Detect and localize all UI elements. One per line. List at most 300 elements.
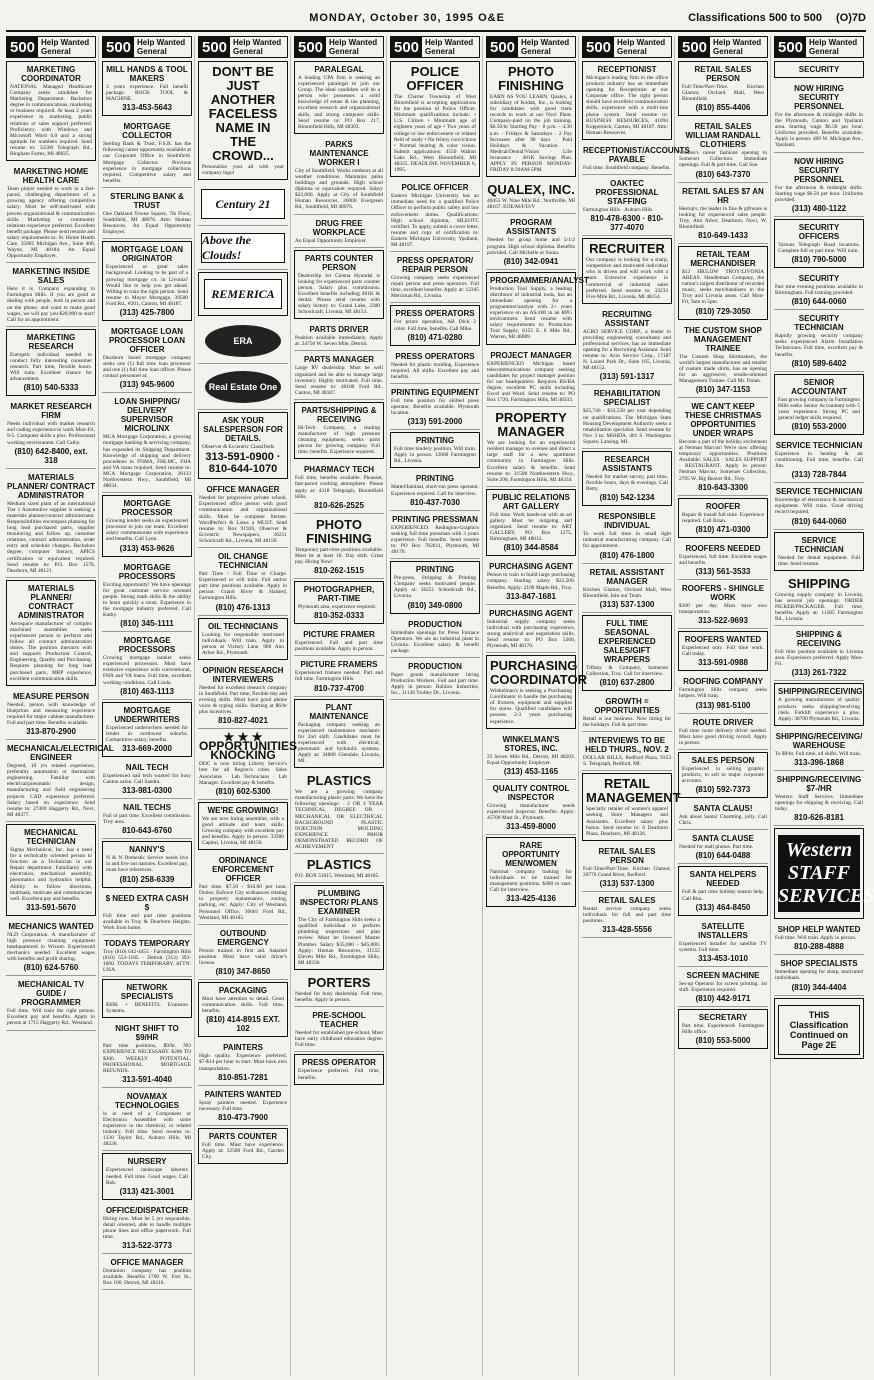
ad-title: MECHANICS WANTED <box>8 921 94 931</box>
ad-body: Growing company seeks experienced repair person and press operators. Full time, excellent benefits. Apply at: 12345 Merriman Rd., Livonia. <box>391 275 479 300</box>
classified-ad <box>294 628 384 656</box>
classification-label-line: Help Wanted <box>713 38 762 47</box>
classification-label-line: Help Wanted <box>521 38 570 47</box>
ad-body: A leading CPA firm is seeking an experienced paralegal to join our Group. The ideal candidate will be a person who possesses a solid knowledge of estate & tax planning, excellent research and organizational skills, and strong computer skills. Send resume to: PO Box 217, Bloomfield Hills, MI 48303. <box>298 75 380 130</box>
ad-body: NLD Corporation. A manufacturer of high pressure cleaning equipment headquartered in Wixom. Experienced mechanics needed. Excellent wages with benefits and profit sharing. <box>7 931 95 963</box>
ad-phone: 313-591-0988 <box>698 658 748 668</box>
ad-phone: (313) 421-3001 <box>119 1186 175 1196</box>
classified-ad <box>102 702 192 757</box>
ad-body: Hestup's, the leader in fine & giftware is looking for experienced sales people. Troy, Ann Arbor, Dearborn, Novi, W. Bloomfield. <box>679 205 767 230</box>
classified-ad <box>198 1128 288 1164</box>
classified-ad <box>6 165 96 263</box>
classified-ad <box>294 974 384 1007</box>
ad-body: Retail is our business. Now hiring for the holidays. Full & part time. <box>583 715 671 729</box>
ad-phone: (810) 442-9171 <box>695 993 751 1003</box>
ad-phone: 313-428-5556 <box>602 925 652 935</box>
ad-body: Part time. Experienced. Farmington Hills office. <box>682 1022 764 1036</box>
ad-title: RETAIL SALES $7 AN HR <box>682 186 764 205</box>
classified-ad <box>390 181 480 252</box>
ad-phone: (810) 589-6402 <box>791 358 847 368</box>
classification-label-line: Help Wanted <box>233 38 282 47</box>
ad-title: PURCHASING AGENT <box>489 562 573 572</box>
masthead-date: MONDAY, October 30, 1995 O&E <box>309 12 505 24</box>
ad-phone: 810-473-7900 <box>218 1112 268 1122</box>
ad-phone: (810) 644-0488 <box>695 851 751 861</box>
ad-title: MORTGAGE COLLECTOR <box>122 122 172 141</box>
ad-body: Hiring now. Must be 5 yrs responsible, detail oriented, able to handle multiple phone lines and office paperwork. Full time. <box>103 1215 191 1240</box>
company-logo: ERA <box>205 325 281 357</box>
ad-body: Full time position for skilled press operator. Benefits available. Plymouth location. <box>391 397 479 417</box>
ad-phone: (810) 644-0060 <box>791 297 847 307</box>
ad-body: Needed for dental equipment. Full time. Send resume. <box>778 554 860 567</box>
classified-ad <box>198 184 288 226</box>
classified-ad <box>582 510 672 563</box>
ad-body: Large RV dealership. Must be well organized and be able to manage large inventory. Highly motivated. Full time. Send resume to: 46100 Ford Rd., Canton, MI 48187. <box>295 365 383 396</box>
ad-phone: (810) 637-2800 <box>599 677 655 687</box>
classified-ad <box>582 451 672 506</box>
ad-phone: 313-425-4136 <box>506 894 556 904</box>
ad-body: To work full time in small light industrial manufacturing company. Call for appointment. <box>583 531 671 550</box>
classified-ad <box>390 472 480 510</box>
ad-title: ROOFERS - SHINGLE WORK <box>681 584 765 602</box>
ad-body: Full time bindery position. Will train. Apply in person. 12600 Farmington Rd., Livonia. <box>394 446 476 465</box>
ad-body: To $9/hr. Full time, all shifts. Will train. <box>775 750 862 757</box>
ad-phone: 313-591-0900 · 810-644-1070 <box>205 451 281 476</box>
classified-ad <box>102 495 192 556</box>
ad-body: We are now hiring assembler, with a good attitude and team skills. Growing company with excellent pay and benefits. Apply in person: 33300 Capitol, Livonia, MI 48150. <box>202 815 284 847</box>
classified-ad <box>198 854 288 925</box>
ad-title: $ NEED EXTRA CASH $ <box>105 893 189 912</box>
ad-phone: (810) 602-5300 <box>215 786 271 796</box>
ad-phone: (313) 537-1300 <box>599 599 655 609</box>
classified-ad <box>294 323 384 351</box>
ad-body: The City of Farmington Hills seeks a qualified individual to perform plumbing inspections and plan review. Must be licensed Master Plumber. Salary $35,000 - $45,000. Apply: Human Resources, 31555 Eleven Mile Rd., Farmington Hills, MI 48336. <box>298 917 380 966</box>
ad-title: SERVICE TECHNICIAN <box>794 535 844 554</box>
ad-title: LOAN SHIPPING/ DELIVERY SUPERVISOR MICROLINX <box>114 397 180 434</box>
ad-body: Experienced. Full and part time positions available. Apply in person. <box>295 640 383 653</box>
ad-title: NOW HIRING SECURITY PERSONNEL <box>794 84 844 111</box>
classification-label-line: General <box>137 47 167 56</box>
ad-body: Needed for market survey, part time, flexible hours, days & evenings. Call Betty. <box>586 474 668 493</box>
ad-title: REHABILITATION SPECIALIST <box>593 389 661 408</box>
ad-phone: (810) 258-6339 <box>119 874 175 884</box>
ad-phone: (810) 471-0280 <box>407 332 463 342</box>
ad-body: Part time evening positions available in Birmingham. Full training provided. <box>775 284 863 297</box>
ad-body: Spray painters needed. Experience necessary. Full time. <box>199 1099 287 1112</box>
classification-label-line: General <box>617 47 647 56</box>
ad-title: SHOP HELP WANTED <box>777 925 861 935</box>
ad-phone: 810-288-4888 <box>794 942 844 952</box>
ad-body: The Charter Township of West Bloomfield is accepting applications for the position of Police Officer. Minimum qualifications include: • U.S. Citizen • Minimum age of eighteen years of age • Two years of college or law enforcement or related field of study • No felony convictions • Normal hearing & color vision. Submit applications: 4550 Walnut Lake Rd., West Bloomfield, MI 48325. DEADLINE NOVEMBER 6, 1995. <box>394 94 476 174</box>
ad-body: EXPERIENCED. Redington-Graphics seeking full time pressman with 3 years experience. Full benefits. Send resume to: PO Box 702611, Plymouth, MI 48170. <box>391 524 479 556</box>
ad-phone: 810-643-6760 <box>122 826 172 836</box>
classified-ad <box>486 216 576 269</box>
ad-title: PICTURE FRAMERS <box>300 660 378 670</box>
ad-phone: 313-453-5643 <box>122 103 172 113</box>
ad-body: Full time. Southfield company. Benefits. <box>583 164 671 171</box>
ad-title: RECRUITER <box>589 241 665 257</box>
ad-body: Sterling Bank & Trust, F.S.B. has the following career opportunity available at our Corporate Office in Southfield. Mortgage Collector. Previous experience in mortgage collections required. Competitive salary and benefits. <box>103 141 192 184</box>
classified-ad <box>582 734 672 771</box>
classified-ad <box>6 400 96 468</box>
ad-body: NATIONAL Managed Healthcare Company seeks candidate for Marketing Department. Bachelors degree in communications, marketing or business required. At least 2 years experience in marketing, public relations or sales support preferred. Proficiency with Windows and Microsoft Word 6.0 and a strong aptitude for numbers required. Send resume to: 32500 Telegraph Rd., Bingham Farms, MI 48025. <box>10 84 92 158</box>
classification-label-line: General <box>425 47 455 56</box>
ad-title: SANTA HELPERS NEEDED <box>689 870 757 889</box>
ad-phone: (810) 345-1111 <box>120 619 174 629</box>
classified-ad <box>6 61 96 161</box>
ad-title: SHIPPING/RECEIVING $7-/HR <box>776 774 862 793</box>
ad-body: Paper goods manufacturer hiring Production Workers. Full and part time. Apply in person: Roblaw Industries, Inc., 11130 Trolley Dr., Livonia. <box>391 671 479 697</box>
classification-label <box>134 37 188 57</box>
classified-ad <box>774 219 864 268</box>
ad-body: Experience in heating & air conditioning. Full time, benefits. Call Jim. <box>775 450 863 470</box>
ad-body: Farmington Hills · Auburn Hills <box>583 207 653 214</box>
ad-body: Needed for busy dealership. Full time, benefits. Apply in person. <box>295 990 383 1004</box>
classified-ad <box>774 730 864 771</box>
classified-ad <box>198 618 288 660</box>
ad-phone: (313) 945-9600 <box>119 380 175 390</box>
classified-ad <box>198 412 288 479</box>
classified-column <box>678 36 771 1376</box>
ad-title: PAINTERS WANTED <box>204 1089 282 1099</box>
classified-ad <box>774 374 864 435</box>
ad-phone: 810-626-8181 <box>794 813 844 823</box>
ad-phone: 313-669-2000 <box>122 743 172 753</box>
ad-body: DOLLAR BILLS, Redford Plaza, 9353 S. Telegraph, Redford, MI. <box>583 755 671 768</box>
classified-ad <box>774 998 864 1059</box>
ad-title: PRINTING <box>415 436 455 446</box>
ad-body: Looking for responsible motivated individuals. Will train. Apply in person at Victory Lane, 900 Ann Arbor Rd., Plymouth. <box>202 631 284 656</box>
classification-label-line: Help Wanted <box>137 38 186 47</box>
ad-title: OPINION RESEARCH INTERVIEWERS <box>202 665 284 684</box>
classification-number: 500 <box>391 37 422 57</box>
classified-ad <box>102 1090 192 1152</box>
classified-ad <box>294 772 384 854</box>
ad-body: Part time positions, $9/hr. NO EXPERIENCE NECESSARY. $200 TO $300 WEEKLY POTENTIAL. PROFESSIONAL MORTGAGE REFUNDS. <box>103 1043 191 1074</box>
classified-ad <box>294 61 384 134</box>
ad-body: Various Telegraph Road locations. Complete full or part time. Will train. <box>778 241 860 254</box>
ad-body: Full-Time/Part-Time. Kitchen Glamor, 26770 Grand River, Redford. <box>583 865 671 878</box>
classified-ad <box>582 695 672 732</box>
ad-phone: (810) 542-1234 <box>599 493 655 503</box>
ad-phone: (313) 981-5100 <box>695 700 751 710</box>
ad-phone: (313) 261-7322 <box>791 668 847 678</box>
ad-body: Part Time / Full Time or Charge. Experienced or will train. Full and/or part time positions available. Apply in person: Grand River & Halsted, Farmington Hills. <box>199 571 287 602</box>
ad-body: ACRO SERVICE CORP., a leader in providing engineering consultants and professional services, has an immediate opening for a Recruiting Assistant. Send resume to: Acro Service Corp., 17187 N. Laurel Park Dr., Suite 165, Livonia, MI 48152. <box>583 328 671 372</box>
ad-phone: 810-262-1515 <box>314 566 364 576</box>
ad-title: PHOTO FINISHING <box>306 516 372 546</box>
classified-ad <box>294 402 384 459</box>
classification-label-line: General <box>521 47 551 56</box>
ad-body: High quality. Experience preferred. $7-$14 per hour to start. Must have own transportation. <box>199 1053 287 1072</box>
classified-ad <box>678 832 768 864</box>
classified-ad <box>774 575 864 626</box>
ad-title: SECURITY <box>798 65 840 74</box>
classification-header <box>678 36 768 58</box>
ad-body: Growing manufacturer needs experienced inspector. Benefits. Apply: 45700 Mast St., Plymouth. <box>487 802 575 821</box>
classified-ad <box>390 618 480 658</box>
ad-phone: (810) 344-8584 <box>503 543 559 553</box>
classified-ad <box>486 272 589 345</box>
ad-title: PHARMACY TECH <box>303 465 375 475</box>
classified-ad <box>486 349 576 408</box>
ad-body: City of Southfield. Works outdoors at all weather conditions. Maintains parks buildings and grounds. High school diploma or equivalent required. Salary $22,000. Apply at City of Southfield Human Resources, 26000 Evergreen Rd., Southfield, MI 48076. <box>295 167 383 211</box>
classified-ad <box>102 561 192 633</box>
ad-body: 25 Seven Mile Rd., Detroit, MI 48203. Equal Opportunity Employer. <box>487 753 575 766</box>
ad-title: QUALEX, INC. <box>487 182 575 198</box>
classified-ad <box>102 325 192 393</box>
ad-body: For prints operation, AB Dick 2 color. Full time, benefits. Call Mike. <box>394 319 476 332</box>
ad-title: RARE OPPORTUNITY MEN/WOMEN <box>502 841 560 869</box>
ad-title: QUALITY CONTROL INSPECTOR <box>492 783 570 802</box>
ad-title: PLANT MAINTENANCE <box>309 702 369 721</box>
ad-title: SANTA CLAUSE <box>692 834 754 844</box>
classified-ad <box>102 120 192 188</box>
classified-ad <box>294 138 384 215</box>
ad-title: MORTGAGE LOAN ORIGINATOR <box>111 245 183 264</box>
classified-ad <box>198 802 288 850</box>
ad-title: TODAYS TEMPORARY <box>104 938 190 948</box>
ad-body: DDC is now hiring Liberty Service's best for all Region's cities. Sales Associates · Lab Technicians · Lab Manager. Excellent pay & benefits. <box>199 761 287 786</box>
ad-body: Needed for excellent research company in Southfield. Part time, flexible day and evening shifts. Must have good phone voice & typing skills. Starting at $6/hr plus incentives. <box>199 684 287 716</box>
ad-body: Team player needed to work in a fast-paced, challenging department of a growing agency offering competitive salary. Must be self-motivated with proven organizational & communication skills. Marketing or community relations experience preferred. Excellent benefit package. Please send resume and salary requirements to: St. Home Health Care, 35005 Michigan Ave., Suite 400, Wayne, MI 48184. An Equal Opportunity Employer. <box>7 186 95 260</box>
ad-phone: (810) 642-8400, ext. 318 <box>14 446 88 465</box>
classified-ad <box>582 845 672 892</box>
classified-ad <box>582 308 672 386</box>
classification-header <box>102 36 192 58</box>
ad-body: Dearborn based mortgage company seeks one (1) full time loan processor and one (1) full time loan officer. Please contact personnel at: <box>103 354 191 380</box>
ad-body: Sigma Mechanical, Inc. has a need for a technically oriented person to function as a Technician in our Repair department. Familiarity with electronics, mechanical assembly, pneumatics and hydraulics helpful. Ability to follow directions, multitask, motivate and communicate well. Excellent pay and benefits. <box>10 846 92 902</box>
ad-title: NOW HIRING SECURITY PERSONNEL <box>794 156 844 184</box>
classified-ad <box>678 752 768 798</box>
ad-body: Person to train to build large purchasing company. Starting salary $22,500. Benefits. Apply: 2100 Maple Rd., Troy. <box>487 572 575 591</box>
ad-body: Full time route delivery driver needed. Must have good driving record. Apply in person. <box>679 727 767 746</box>
western-staff-logo: Western STAFF SERVICES <box>778 835 860 912</box>
ad-body: An Equal Opportunity Employer. <box>295 237 367 244</box>
classified-ad <box>390 561 480 613</box>
ad-title: PRODUCTION <box>408 619 462 629</box>
classified-ad <box>486 607 576 653</box>
classified-ad <box>198 927 288 980</box>
ad-body: MCA Mortgage Corporation, a growing mortgage banking & servicing company, has expanded its Shipping Department. Knowledge of shipping and delivery procedures to FNMA, FHLMC, FHA and VA loans required. Send resume to: MCA Mortgage Corporation, 26133 Northwestern Hwy., Southfield, MI 48034. <box>103 434 191 490</box>
ad-title: PRINTING <box>415 474 455 484</box>
classification-number: 500 <box>487 37 518 57</box>
ad-title: PURCHASING AGENT <box>489 608 573 618</box>
ad-body: Kitchen Glamor, Orchard Mall, West Bloomfield. Join our Team. <box>583 586 671 599</box>
ad-body: Dominion company has position available. Benefits 1700 W. Fort St., Box 100, Detroit, MI 48216. <box>103 1268 191 1287</box>
ad-body: Full time position available in Livonia area. Experience preferred. Apply Mon-Fri. <box>775 649 863 668</box>
classified-ad <box>774 923 864 955</box>
classified-ad <box>678 185 768 244</box>
ad-phone: (810) 476-1313 <box>215 602 271 612</box>
classified-ad <box>774 485 864 529</box>
classified-ad <box>198 483 288 548</box>
ad-body: Person trained in first aid. Salaried position. Must have valid driver's license. <box>199 947 287 966</box>
ad-body: Specialty retailer of women's apparel seeking Store Managers and Assistants. Excellent salary plus bonus. Send resume to: 6 Dearborn Plaza, Dearborn, MI 48126. <box>586 806 668 837</box>
ad-title: RECEPTIONIST/ACCOUNTS PAYABLE <box>583 145 690 164</box>
ad-phone: 810-437-7030 <box>410 497 460 507</box>
ad-title: SANTA CLAUS! <box>693 804 753 814</box>
classified-ad <box>774 773 864 826</box>
classified-ad <box>678 542 768 580</box>
classification-label-line: Help Wanted <box>617 38 666 47</box>
ad-body: Temporary part-time positions available. Must be at least 18. Day shift. Great pay. Hiring Now! <box>295 546 383 565</box>
ad-body: Here it is. Company expanding in Farmington Hills. If you are good at dealing with people, both in person and on the phone, and want to make good wages, we will pay you $20,000 to start! Call for an appointment. <box>7 286 95 323</box>
classification-label-line: Help Wanted <box>41 38 90 47</box>
ad-body: Experienced or great sales background. Looking to be part of a growing mortgage co. in Livonia? Would like to help you get ahead. Willing to train the right person. Send resume to Mayor Mortgage, 39500 Ford Rd., #201, Canton, MI 48187. <box>106 264 188 307</box>
classification-number: 500 <box>679 37 710 57</box>
classification-header <box>6 36 96 58</box>
classification-number: 500 <box>199 37 230 57</box>
classified-ad <box>390 432 480 468</box>
ad-phone: 313-522-3773 <box>122 1241 172 1251</box>
ad-phone: (810) 349-0800 <box>407 600 463 610</box>
classification-label <box>614 37 668 57</box>
classified-ad <box>582 238 672 304</box>
classified-ad <box>6 742 114 822</box>
ad-body: Full & part time holiday season help. Call Rita. <box>682 889 764 902</box>
classified-ad <box>678 1009 768 1049</box>
ad-body: A growing manufacturer of quality products seeks shipping/receiving clerk. Forklift experience a plus. Apply: 38700 Plymouth Rd., Livonia. <box>778 697 860 722</box>
ad-title: MORTGAGE LOAN PROCESSOR LOAN OFFICER <box>108 326 185 354</box>
classification-header <box>582 36 672 58</box>
classified-ad <box>582 615 672 691</box>
ad-title: DON'T BE JUST ANOTHER FACELESS NAME IN THE CROWD... <box>208 64 278 163</box>
ad-title: SECURITY TECHNICIAN <box>794 314 844 333</box>
ad-body: Ask about Santa! Charming, jolly. Call Chris. <box>679 814 767 827</box>
classified-ad <box>774 61 864 78</box>
ad-phone: (810) 347-1153 <box>695 384 751 394</box>
ad-title: MARKETING INSIDE SALES <box>12 267 90 286</box>
ad-body: Rental service company seeks individuals for full and part time positions. <box>583 905 671 925</box>
ad-title: RETAIL MANAGEMENT <box>586 776 681 806</box>
ad-title: MARKET RESEARCH FIRM <box>10 402 92 421</box>
ad-title: MECHANICAL TECHNICIAN <box>24 827 78 846</box>
ad-title: SCREEN MACHINE <box>686 970 760 980</box>
ad-title: PRE-SCHOOL TEACHER <box>312 1011 366 1030</box>
ad-body: Aerospace manufacturer of complex machined assemblies seeks experienced person to perform and follow all contract administration duties. The position interacts with and supports Production Control, Engineering, Quality and Purchasing. Requires planning for long lead purchased parts, MRP experience, excellent communication skills. <box>10 620 92 682</box>
classified-ad <box>102 937 192 977</box>
ad-phone: 313-591-5670 <box>26 902 76 912</box>
ad-body: N & N Domestic Service needs live in and live out nannies. Excellent pay, must have references. <box>106 855 188 874</box>
classified-ad <box>6 329 96 396</box>
ad-title: THE CUSTOM SHOP MANAGEMENT TRAINEE <box>684 325 762 353</box>
classified-ad <box>6 920 96 976</box>
ad-title: OIL TECHNICIANS <box>207 621 279 631</box>
classified-ad <box>486 655 588 729</box>
ad-title: PROGRAM ASSISTANTS <box>505 218 557 237</box>
ad-body: Western Staff Services. Immediate openings for shipping & receiving. Call today. <box>775 793 863 813</box>
ad-body: Medium sized plant of an international Tier 1 Automotive supplier is seeking a materials planner/contract administrator. Responsibilities encompass planning for long lead purchased parts, supplier monitoring and follow up, customer relations, contract administration, order entry and schedule changes. Bachelors degree, computer literacy, APICS certification or equivalent required. Send resume to: P.O. Box 1578, Dearborn, MI 48121. <box>7 500 95 574</box>
classified-ad <box>294 250 384 320</box>
ad-title: PUBLIC RELATIONS ART GALLERY <box>492 492 570 511</box>
ad-phone: (313) 425-7800 <box>119 307 175 317</box>
ad-body: Observer & Eccentric Classifieds <box>202 444 274 451</box>
ad-title: POLICE OFFICER <box>401 183 469 193</box>
ad-title: OFFICE/DISPATCHER <box>105 1205 189 1215</box>
ad-title: FULL TIME SEASONAL EXPERIENCED SALES/GIFT WRAPPERS <box>598 618 656 664</box>
ad-body: Packaging company seeking an experienced maintenance mechanic for 2nd shift. Candidates must be experienced with electrical, pneumatic and hydraulic systems. Apply at: 34800 Glendale, Livonia, MI. <box>298 721 380 765</box>
classified-ad <box>678 866 768 915</box>
ad-body: Production Tool Supply, a leading distributor of industrial tools, has an immediate opening for a programmer/analyst with 2+ years experience on an AS/400 in an RPG environment. Send resume with salary requirements to: Production Tool Supply, 8155 E. 8 Mile Rd., Warren, MI 48089. <box>490 285 572 341</box>
classified-ad <box>102 841 192 887</box>
classified-ad <box>294 581 384 624</box>
classified-ad <box>6 580 96 686</box>
page-masthead <box>6 6 866 32</box>
ad-body: Needed, person with knowledge of blueprints and measuring experience required for major cabinet manufacturer. Full and part time. Benefits available. <box>7 701 95 726</box>
classified-ad <box>390 254 480 303</box>
classified-ad <box>198 550 288 615</box>
classification-number: 500 <box>775 37 806 57</box>
ad-body: Set-up Operator for screen printing. 1st shift. Experience required. <box>679 980 767 993</box>
ad-body: Full time. Will train the right person. Excellent pay and benefits. Apply in person at 1715 Haggerty Rd., Westland. <box>7 1008 95 1027</box>
ad-body: Full time. Work hands-on with an art gallery. Must be outgoing and organized. Send resume to: ART GALLERY, PO Box 1275, Birmingham, MI 48012. <box>490 511 572 543</box>
ad-body: We are a growing company manufacturing plastic parts. We have the following openings: · 2 OR 4 YEAR TECHNICAL DEGREE OR · MECHANICAL OR ELECTRICAL BACKGROUND · PLASTIC INJECTION MOLDING EXPERIENCE · PRIOR DEMONSTRATED RECORD OF ACHIEVEMENT <box>295 789 383 850</box>
ad-title: PURCHASING COORDINATOR <box>490 658 588 688</box>
ad-body: Plymouth area, experience required. <box>298 604 376 611</box>
ad-phone: 810-352-0333 <box>314 611 364 621</box>
classified-ad <box>198 366 288 410</box>
ad-phone: (313) 591-1317 <box>599 372 655 382</box>
ad-title: MORTGAGE PROCESSOR <box>121 499 173 518</box>
ad-phone: (810) 471-0300 <box>695 524 751 534</box>
ad-body: Winkelman's is seeking a Purchasing Coordinator to handle the purchasing of fixtures, equipment and supplies for stores. Qualified candidates will possess 2-3 years purchasing experience. <box>490 688 572 725</box>
ad-title: MECHANICAL TV GUIDE / PROGRAMMER <box>17 980 85 1008</box>
ad-phone: 313-847-1681 <box>506 591 556 601</box>
ad-title: RETAIL ASSISTANT MANAGER <box>589 567 665 586</box>
masthead-right <box>688 12 866 24</box>
ad-body: Needed for group home and 5/1/2 program. High school diploma. Benefits provided. Call Michelle or Sonia. <box>487 237 575 256</box>
ad-title: RETAIL SALES PERSON <box>598 846 656 865</box>
ad-body: Rapidly growing security company seeks experienced Alarm Installation Technicians. Full time, excellent pay & benefits. <box>775 333 863 358</box>
ad-title: PARALEGAL <box>314 65 364 74</box>
ad-title: MATERIALS PLANNER/ CONTRACT ADMINISTRATOR <box>7 472 95 500</box>
ad-title: NURSERY <box>127 1157 167 1167</box>
ad-body: Pre-press, Stripping & Printing Company seeks motivated people. Apply at: 36251 Schoolcraft Rd., Livonia. <box>394 575 476 600</box>
classified-column <box>390 36 483 1376</box>
ad-title: ROOFING COMPANY <box>683 677 763 687</box>
ad-phone: (810) 344-4404 <box>791 982 847 992</box>
ad-body: Our company is looking for a sharp, competitive and motivated individual who is driven and will work with a team. Extensive experience in commercial or industrial sales preferred. Send resume to: 33233 Five Mile Rd., Livonia, MI 48154. <box>586 257 668 300</box>
ad-title: RECEPTIONIST <box>597 65 657 74</box>
ad-body: Experienced, full time. Excellent wages and benefits. <box>679 553 767 566</box>
ad-phone: 313-522-9693 <box>698 616 748 626</box>
ad-phone: (810) 414-8915 EXT. 102 <box>206 1015 280 1034</box>
ad-title: RETAIL SALES PERSON <box>694 65 752 83</box>
ad-body: Fast growing company in Farmington Hills seeks Senior Accountant with 5 years experience. Strong PC and general ledger skills required. <box>778 396 860 421</box>
classified-ad <box>6 265 96 327</box>
ad-body: Exciting opportunity! We have openings for great customer service oriented people. Strong math skills & the ability to learn quickly a must. Experience in the mortgage industry preferred. Call Kathy. <box>103 581 191 619</box>
classified-ad <box>102 634 192 699</box>
classified-ad <box>102 1204 192 1254</box>
classified-column <box>294 36 387 1376</box>
ad-phone: (810) 463-1113 <box>120 686 174 696</box>
ad-phone: 810-478-6300 · 810-377-4070 <box>590 214 664 233</box>
ad-body: For the afternoon & midnight shifts in the Plymouth, Canton and Ypsilanti area. Starting wage $6.50 per hour. Uniforms provided. Benefits available. Apply in person: 400 W. Michigan Ave., Ypsilanti. <box>775 112 863 149</box>
ad-body: Degreed, 10 yrs related experience, preferably automation or thermal/air engineering. Familiar with electrical/pneumatic design, manufacturing and field engineering projects. CAD experience preferred. Salary based on experience. Send resume to: 27400 Haggerty Rd., Novi, MI 48377. <box>7 763 95 818</box>
ad-title: RETAIL SALES WILLIAM RANDALL CLOTHIERS <box>685 122 761 150</box>
classified-ad <box>294 885 384 970</box>
classification-label <box>326 37 380 57</box>
ad-phone: (313) 591-2000 <box>407 417 463 427</box>
ad-body: Farmington Hills company seeks helpers. Will train. <box>679 687 767 700</box>
classification-header <box>774 36 864 58</box>
ad-phone: (810) 476-1800 <box>599 550 655 560</box>
classification-label-line: Help Wanted <box>809 38 858 47</box>
ad-body: 40455 W. Nine Mile Rd., Northville, MI 48167. EOE/M/F/D/V <box>487 198 575 211</box>
ad-phone: (313) 537-1300 <box>599 878 655 888</box>
ad-title: ★ ★ ★ OPPORTUNITIES KNOCKING <box>199 730 298 763</box>
